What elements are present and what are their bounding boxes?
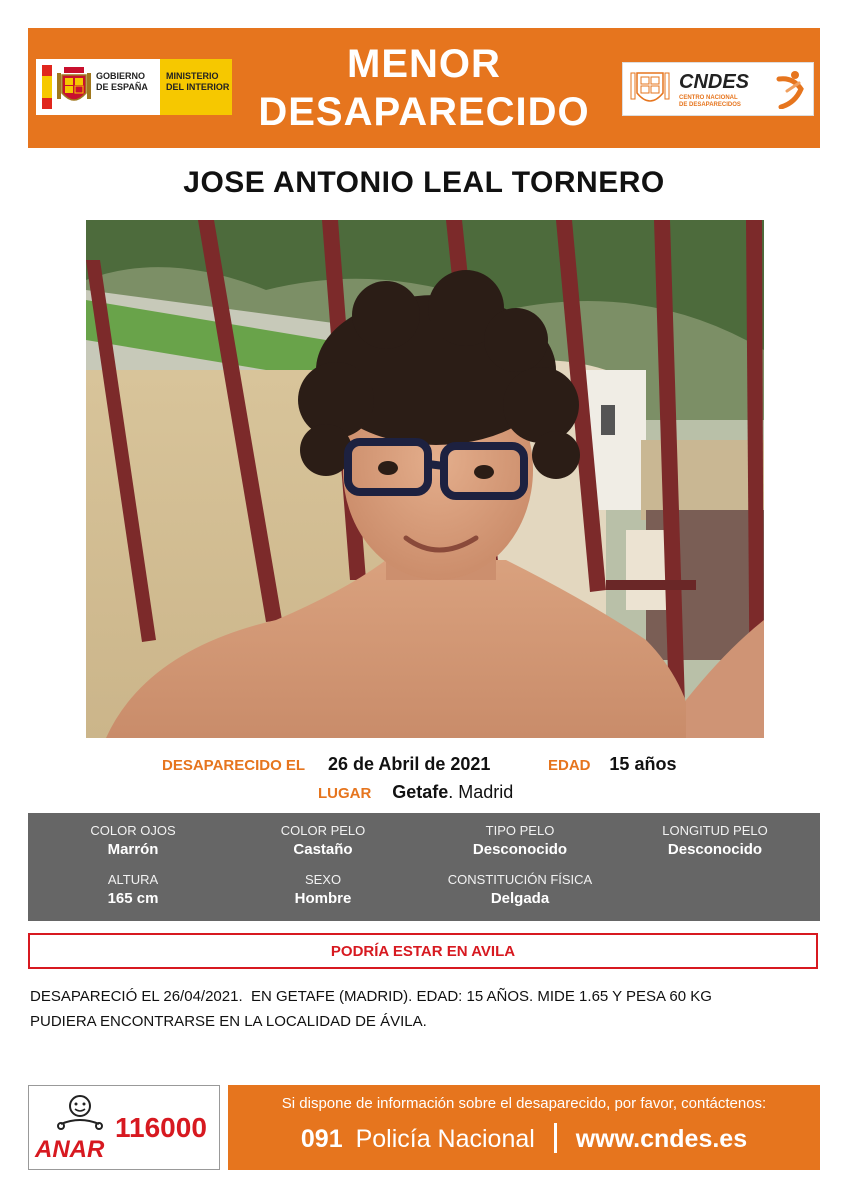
age-value: 15 años: [609, 754, 677, 774]
age-label: EDAD: [548, 757, 591, 774]
runner-figure-icon: [775, 69, 807, 109]
coat-of-arms-icon: [56, 65, 92, 109]
flag-icon: [42, 65, 52, 109]
photo-illustration: [86, 220, 764, 738]
cndes-name: CNDES: [679, 71, 750, 93]
detail-hair-type: TIPO PELO Desconocido: [472, 823, 568, 858]
anar-phone-number: 116000: [115, 1112, 207, 1143]
place-line: [318, 780, 513, 804]
cndes-shield-icon: [629, 67, 671, 111]
title-line1: MENOR: [347, 42, 501, 86]
missing-date-label: DESAPARECIDO EL: [162, 757, 306, 774]
location-alert-text: PODRÍA ESTAR EN AVILA: [330, 943, 516, 960]
age-line: [548, 752, 676, 776]
place-label: LUGAR: [318, 785, 372, 802]
police-name: Policía Nacional: [355, 1125, 535, 1153]
contact-banner: [228, 1085, 820, 1170]
cndes-sub-line2: DE DESAPARECIDOS: [679, 102, 741, 108]
detail-height: ALTURA 165 cm: [107, 872, 159, 907]
detail-sex: SEXO Hombre: [294, 872, 352, 907]
ministry-line1: MINISTERIO: [166, 71, 219, 81]
description-line2: PUDIERA ENCONTRARSE EN LA LOCALIDAD DE ÁVILA.: [30, 1013, 427, 1030]
police-phone-number: 091: [300, 1125, 343, 1153]
place-region: . Madrid: [448, 782, 514, 802]
anar-logo: [28, 1085, 220, 1170]
missing-person-name: JOSE ANTONIO LEAL TORNERO: [183, 166, 665, 199]
detail-hair-color: COLOR PELO Castaño: [280, 823, 366, 858]
location-alert-box: [28, 933, 818, 969]
website-link[interactable]: www.cndes.es: [575, 1125, 748, 1153]
detail-build: CONSTITUCIÓN FÍSICA Delgada: [447, 872, 593, 907]
ministry-band: [160, 59, 232, 115]
cndes-logo: [622, 62, 814, 116]
separator: [554, 1123, 557, 1153]
gobierno-espana-logo: [36, 59, 232, 115]
title-line2: DESAPARECIDO: [258, 90, 590, 134]
place-city: Getafe: [392, 782, 449, 802]
smiley-figure-icon: [57, 1094, 103, 1134]
detail-eye-color: COLOR OJOS Marrón: [90, 823, 176, 858]
detail-hair-length: LONGITUD PELO Desconocido: [662, 823, 768, 858]
contact-message: Si dispone de información sobre el desaparecido, por favor, contáctenos:: [281, 1095, 767, 1112]
anar-text: ANAR: [35, 1136, 105, 1163]
gov-text-line1: GOBIERNO: [96, 71, 146, 81]
missing-person-photo: [86, 220, 764, 738]
header-banner: [28, 28, 820, 148]
ministry-line2: DEL INTERIOR: [166, 82, 230, 92]
description-line1: DESAPARECIÓ EL 26/04/2021. EN GETAFE (MADRID). EDAD: 15 AÑOS. MIDE 1.65 Y PESA 60 KG: [30, 988, 712, 1005]
gov-text-line2: DE ESPAÑA: [96, 82, 148, 92]
physical-details-panel: [28, 813, 820, 921]
poster-title: [228, 40, 620, 136]
cndes-sub-line1: CENTRO NACIONAL: [679, 95, 738, 101]
missing-date-line: [162, 752, 490, 776]
description-text: [30, 984, 830, 1034]
missing-date-value: 26 de Abril de 2021: [327, 754, 491, 774]
